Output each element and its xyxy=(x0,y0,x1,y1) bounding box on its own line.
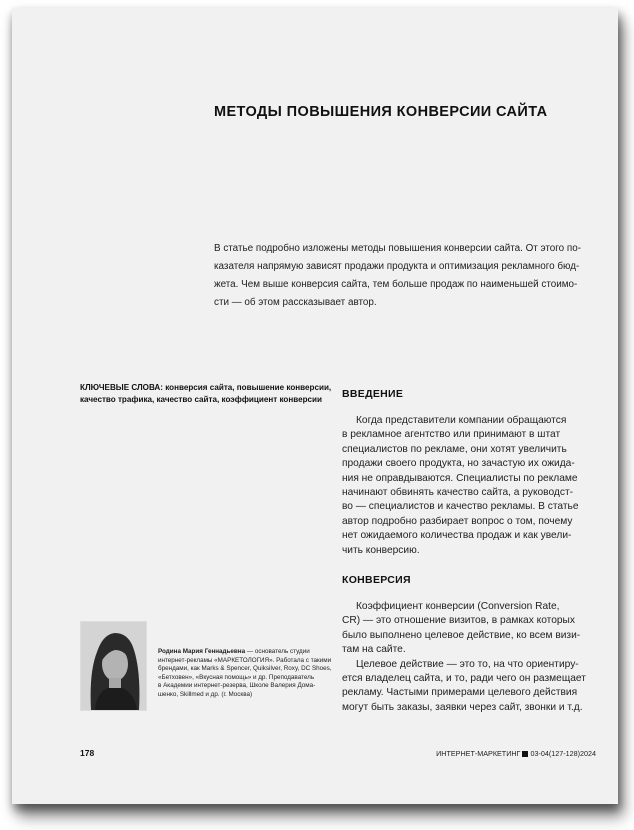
square-bullet-icon xyxy=(522,751,528,757)
abstract-line: казателя напрямую зависят продажи продукта и оптимизация рекламного бюд- xyxy=(214,261,580,272)
section-body-conversion xyxy=(342,600,604,715)
body-line: Целевое действие — это то, на что ориентиру- xyxy=(356,658,579,670)
journal-name: ИНТЕРНЕТ-МАРКЕТИНГ xyxy=(436,749,521,758)
bio-line: брендами, как Marks & Spencer, Quiksilver, Roxy, DC Shoes, xyxy=(158,665,332,672)
keywords-block xyxy=(80,382,330,406)
section-heading-conversion: КОНВЕРСИЯ xyxy=(342,574,411,586)
author-name: Родина Мария Геннадьевна xyxy=(158,648,246,655)
article-title: МЕТОДЫ ПОВЫШЕНИЯ КОНВЕРСИИ САЙТА xyxy=(214,104,548,120)
body-line: во — специалистов и качество рекламы. В статье xyxy=(342,501,579,513)
body-line: там на сайте. xyxy=(342,644,406,656)
body-line: могут быть заказы, заявки через сайт, звонки и т.д. xyxy=(342,701,583,713)
abstract-line: сти — об этом рассказывает автор. xyxy=(214,297,377,308)
section-heading-intro: ВВЕДЕНИЕ xyxy=(342,388,404,400)
body-line: нет ожидаемого количества продаж и как увели- xyxy=(342,530,572,542)
body-line: чить конверсию. xyxy=(342,544,420,556)
body-line: было выполнено целевое действие, ко всем визи- xyxy=(342,629,581,641)
abstract-line: жета. Чем выше конверсия сайта, тем больше продаж по наименьшей стоимо- xyxy=(214,279,578,290)
body-line: специалистов по рекламе, они хотят увеличить xyxy=(342,443,567,455)
bio-line: интернет-рекламы «МАРКЕТОЛОГИЯ». Работала с такими xyxy=(158,656,332,664)
journal-page xyxy=(12,8,618,804)
page-number: 178 xyxy=(80,748,95,758)
section-body-intro xyxy=(342,414,604,558)
body-line: начинают обвинять качество сайта, а руководст- xyxy=(342,487,574,499)
body-line: ния не оправдываются. Специалисты по рекламе xyxy=(342,472,578,484)
body-line: рекламу. Частыми примерами целевого действия xyxy=(342,687,578,699)
body-line: продажи своего продукта, но зачастую их ожида- xyxy=(342,458,575,470)
bio-line: шенко, Skillmed и др. (г. Москва) xyxy=(158,690,253,698)
body-line: CR) — это отношение визитов, в рамках которых xyxy=(342,615,575,627)
bio-line: в Академии интернет-резерва, Школе Валерия Дома- xyxy=(158,682,316,689)
bio-line-fragment: — основатель студии xyxy=(245,648,310,655)
body-line: в рекламное агентство или принимают в штат xyxy=(342,429,561,441)
body-line: автор подробно разбирает вопрос о том, почему xyxy=(342,515,573,527)
bio-line xyxy=(158,648,328,657)
issue-number: 03-04(127-128)2024 xyxy=(530,749,596,758)
body-line: Коэффициент конверсии (Conversion Rate, xyxy=(356,601,560,612)
keywords-line: качество трафика, качество сайта, коэффициент конверсии xyxy=(80,395,322,404)
abstract-line: В статье подробно изложены методы повышения конверсии сайта. От этого по- xyxy=(214,243,582,254)
body-line: Когда представители компании обращаются xyxy=(356,415,567,426)
keywords-line: КЛЮЧЕВЫЕ СЛОВА: конверсия сайта, повышение конверсии, xyxy=(80,383,332,392)
bio-line: «Бетховен», «Вкусная помощь» и др. Преподаватель xyxy=(158,673,315,681)
article-abstract xyxy=(214,240,598,312)
author-photo xyxy=(80,621,147,711)
body-line: ется владелец сайта, и то, ради чего он размещает xyxy=(342,673,586,685)
author-bio xyxy=(158,648,332,699)
author-portrait-image xyxy=(81,622,146,710)
running-footer xyxy=(436,749,596,758)
